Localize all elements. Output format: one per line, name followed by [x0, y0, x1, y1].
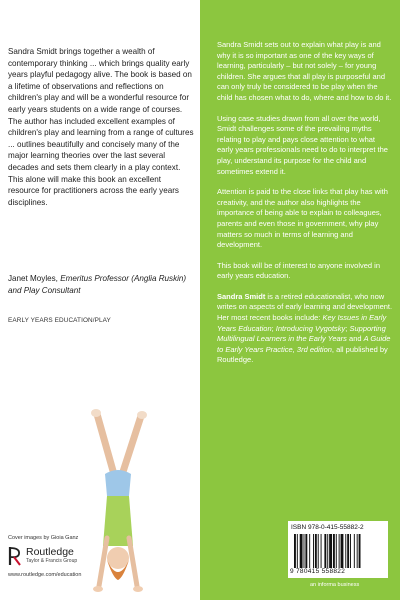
cover-image-credit: Cover images by Gioia Ganz — [8, 535, 79, 541]
endorsement-attribution — [8, 273, 194, 296]
author-name: Sandra Smidt — [217, 291, 266, 301]
barcode-box — [288, 521, 388, 578]
book-title-1: Key Issues in Early Years Education — [217, 313, 387, 333]
book-separator-3: and — [346, 334, 364, 344]
author-bio — [217, 292, 393, 366]
book-title-4: A Guide to Early Years Practice, 3rd edition — [217, 334, 391, 354]
publisher-name: Routledge — [26, 546, 74, 558]
description-paragraph-2: Using case studies drawn from all over the world, Smidt challenges some of the prevailing myths relating to play and pays close attention to what early years professionals need to do to interpret the play, understand its purpose for the child and sometimes extend it. — [217, 113, 388, 176]
isbn-number: ISBN 978-0-415-55882-2 — [291, 524, 364, 531]
publisher-logo — [8, 546, 158, 568]
publisher-url: www.routledge.com/education — [8, 572, 82, 578]
description-paragraph-1: Sandra Smidt sets out to explain what play is and why it is so important as one of the key ways of learning, particularly – but not solely – for young children. She argues that all play is purposeful and can only truly be considered to be play when the child has chosen what to do, where and how to do it. — [217, 40, 392, 102]
routledge-r-icon — [8, 546, 22, 566]
endorsement-quote: Sandra Smidt brings together a wealth of contemporary thinking ... which brings quality early years playful pedagogy alive. The book is based on a lifetime of observations and reflections on children's play and will be a wonderful resource for early years students on a wide range of courses. The author has included excellent examples of children's play and learning from a range of cultures ... outlines beautifully and concisely many of the major learning theories over the last several decades and sets them clearly in a play context. This alone will make this book an excellent resource for practitioners across the early years disciplines. — [8, 47, 194, 207]
book-title-3: Supporting Multilingual Learners in the Early Years — [217, 323, 386, 344]
barcode-icon — [294, 534, 382, 568]
subject-category: EARLY YEARS EDUCATION/PLAY — [8, 317, 111, 324]
description-paragraph-4: This book will be of interest to anyone involved in early years education. — [217, 260, 381, 281]
handstand-child-illustration — [87, 408, 149, 598]
attribution-name: Janet Moyles, — [8, 274, 61, 283]
book-description — [217, 40, 393, 376]
book-title-2: Introducing Vygotsky — [275, 323, 346, 333]
attribution-role: Emeritus Professor (Anglia Ruskin) and Play Consultant — [8, 274, 187, 295]
description-paragraph-3: Attention is paid to the close links that play has with creativity, and the author also highlights the importance of being able to explain to colleagues, parents and even those in government, why play matters so much in terms of learning and development. — [217, 187, 388, 250]
book-separator-2: ; — [345, 323, 350, 333]
publisher-group: Taylor & Francis Group — [26, 558, 78, 564]
author-bio-text-1: is a retired educationalist, who now writes on aspects of early learning and development. Her most recent books include: — [217, 291, 393, 323]
book-separator-1: ; — [271, 323, 276, 333]
author-bio-text-2: , all published by Routledge. — [217, 344, 388, 365]
informa-tagline: an informa business — [310, 582, 360, 588]
barcode-number: 9 780415 558822 — [290, 568, 346, 575]
